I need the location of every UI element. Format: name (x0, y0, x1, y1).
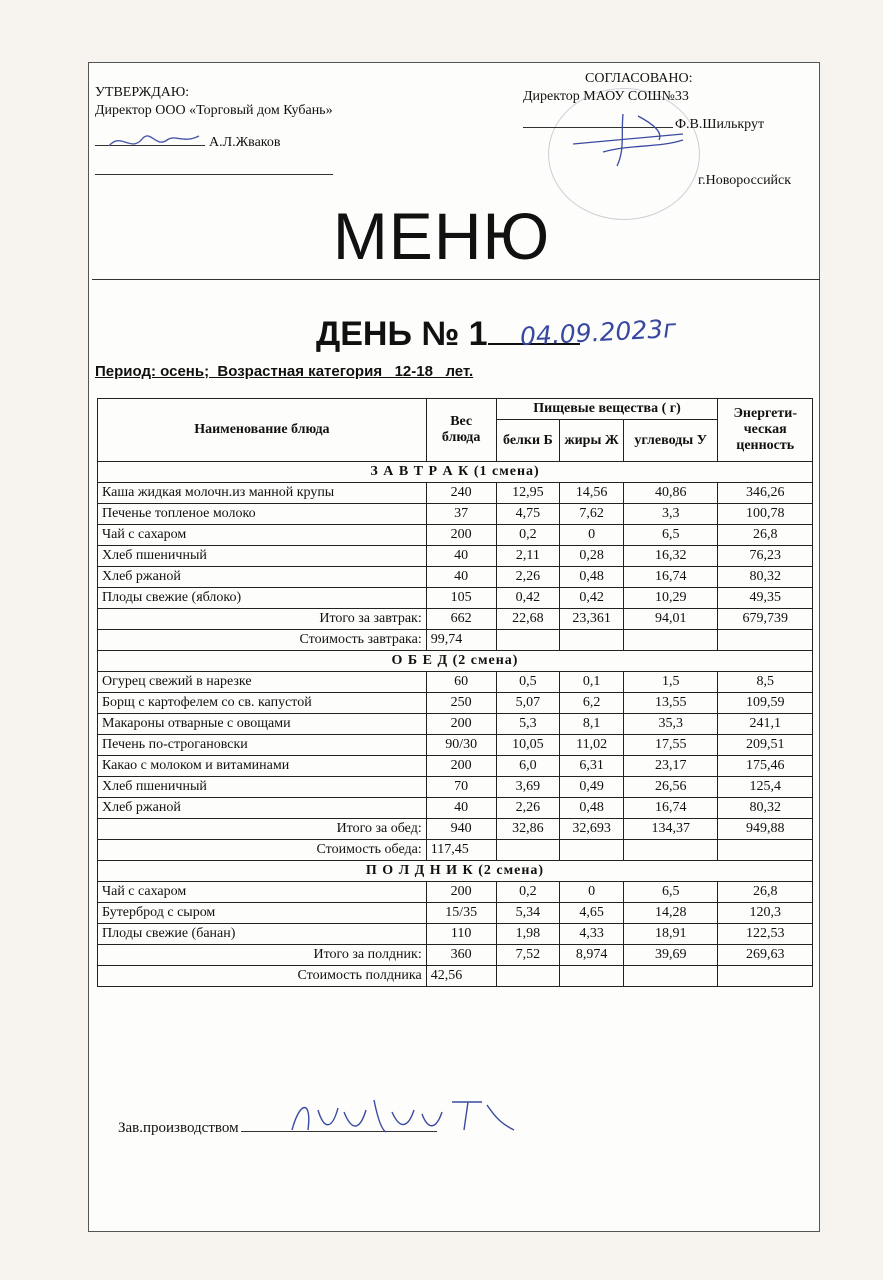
dish-energy: 26,8 (718, 525, 813, 546)
page-title: МЕНЮ (332, 199, 551, 273)
footer-label: Зав.производством (118, 1120, 239, 1136)
day-date: 04.09.2023г (519, 313, 677, 352)
dish-name: Чай с сахаром (98, 525, 427, 546)
signature-left (101, 126, 211, 156)
cost-label: Стоимость полдника (98, 966, 427, 987)
total-row (98, 945, 813, 966)
header-protein: белки Б (496, 420, 560, 462)
dish-fat: 4,65 (560, 903, 624, 924)
dish-carbs: 17,55 (623, 735, 718, 756)
dish-name: Хлеб пшеничный (98, 777, 427, 798)
dish-fat: 4,33 (560, 924, 624, 945)
dish-energy: 76,23 (718, 546, 813, 567)
empty-cell (560, 630, 624, 651)
dish-protein: 10,05 (496, 735, 560, 756)
divider-left (95, 174, 333, 175)
total-protein: 7,52 (496, 945, 560, 966)
total-fat: 8,974 (560, 945, 624, 966)
table-row (98, 504, 813, 525)
dish-protein: 0,5 (496, 672, 560, 693)
approve-title: УТВЕРЖДАЮ: (95, 85, 190, 100)
dish-weight: 37 (426, 504, 496, 525)
table-row (98, 672, 813, 693)
table-row (98, 483, 813, 504)
empty-cell (718, 966, 813, 987)
dish-fat: 0,49 (560, 777, 624, 798)
dish-fat: 6,2 (560, 693, 624, 714)
table-row (98, 567, 813, 588)
empty-cell (718, 840, 813, 861)
empty-cell (496, 630, 560, 651)
dish-energy: 209,51 (718, 735, 813, 756)
total-weight: 940 (426, 819, 496, 840)
dish-fat: 0 (560, 882, 624, 903)
cost-row (98, 630, 813, 651)
dish-name: Каша жидкая молочн.из манной крупы (98, 483, 427, 504)
dish-weight: 15/35 (426, 903, 496, 924)
dish-protein: 12,95 (496, 483, 560, 504)
signature-right (563, 104, 703, 174)
cost-value: 42,56 (426, 966, 496, 987)
dish-protein: 1,98 (496, 924, 560, 945)
dish-carbs: 16,74 (623, 567, 718, 588)
dish-fat: 0 (560, 525, 624, 546)
dish-energy: 49,35 (718, 588, 813, 609)
section-title: П О Л Д Н И К (2 смена) (98, 861, 813, 882)
header-carbs: углеводы У (623, 420, 718, 462)
dish-name: Макароны отварные с овощами (98, 714, 427, 735)
dish-protein: 0,42 (496, 588, 560, 609)
section-header (98, 861, 813, 882)
dish-energy: 100,78 (718, 504, 813, 525)
dish-carbs: 16,32 (623, 546, 718, 567)
dish-carbs: 23,17 (623, 756, 718, 777)
cost-row (98, 966, 813, 987)
dish-energy: 26,8 (718, 882, 813, 903)
dish-name: Какао с молоком и витаминами (98, 756, 427, 777)
dish-weight: 110 (426, 924, 496, 945)
dish-weight: 105 (426, 588, 496, 609)
dish-energy: 122,53 (718, 924, 813, 945)
total-energy: 949,88 (718, 819, 813, 840)
table-row (98, 714, 813, 735)
dish-weight: 40 (426, 567, 496, 588)
dish-carbs: 3,3 (623, 504, 718, 525)
table-row (98, 588, 813, 609)
cost-label: Стоимость обеда: (98, 840, 427, 861)
header-energy: Энергети-ческая ценность (718, 399, 813, 462)
total-label: Итого за полдник: (98, 945, 427, 966)
dish-protein: 0,2 (496, 882, 560, 903)
dish-fat: 0,48 (560, 567, 624, 588)
header-nutrients: Пищевые вещества ( г) (496, 399, 718, 420)
dish-energy: 346,26 (718, 483, 813, 504)
total-carbs: 134,37 (623, 819, 718, 840)
dish-energy: 8,5 (718, 672, 813, 693)
dish-name: Плоды свежие (банан) (98, 924, 427, 945)
agree-position: Директор МАОУ СОШ№33 (523, 89, 689, 104)
dish-protein: 6,0 (496, 756, 560, 777)
empty-cell (560, 966, 624, 987)
title-divider (92, 279, 820, 280)
header-fat: жиры Ж (560, 420, 624, 462)
total-protein: 32,86 (496, 819, 560, 840)
dish-weight: 40 (426, 798, 496, 819)
dish-fat: 0,48 (560, 798, 624, 819)
dish-energy: 125,4 (718, 777, 813, 798)
header-weight: Вес блюда (426, 399, 496, 462)
dish-protein: 5,07 (496, 693, 560, 714)
dish-carbs: 16,74 (623, 798, 718, 819)
dish-protein: 5,3 (496, 714, 560, 735)
total-label: Итого за завтрак: (98, 609, 427, 630)
dish-protein: 2,11 (496, 546, 560, 567)
dish-fat: 6,31 (560, 756, 624, 777)
period-line: Период: осень; Возрастная категория 12-18 лет. (95, 363, 474, 380)
dish-fat: 0,1 (560, 672, 624, 693)
total-label: Итого за обед: (98, 819, 427, 840)
dish-carbs: 6,5 (623, 882, 718, 903)
empty-cell (623, 966, 718, 987)
total-fat: 32,693 (560, 819, 624, 840)
approve-position: Директор ООО «Торговый дом Кубань» (95, 103, 333, 118)
total-carbs: 39,69 (623, 945, 718, 966)
total-weight: 662 (426, 609, 496, 630)
dish-weight: 200 (426, 525, 496, 546)
approval-block-right (523, 70, 792, 188)
section-header (98, 462, 813, 483)
total-carbs: 94,01 (623, 609, 718, 630)
cost-label: Стоимость завтрака: (98, 630, 427, 651)
total-protein: 22,68 (496, 609, 560, 630)
dish-carbs: 6,5 (623, 525, 718, 546)
dish-carbs: 35,3 (623, 714, 718, 735)
header-name: Наименование блюда (98, 399, 427, 462)
dish-name: Огурец свежий в нарезке (98, 672, 427, 693)
dish-protein: 5,34 (496, 903, 560, 924)
dish-energy: 175,46 (718, 756, 813, 777)
agree-name: Ф.В.Шилькрут (675, 117, 765, 132)
dish-carbs: 40,86 (623, 483, 718, 504)
dish-weight: 200 (426, 882, 496, 903)
agree-city: г.Новороссийск (698, 173, 792, 188)
table-row (98, 693, 813, 714)
cost-value: 99,74 (426, 630, 496, 651)
dish-protein: 3,69 (496, 777, 560, 798)
dish-weight: 200 (426, 714, 496, 735)
dish-protein: 0,2 (496, 525, 560, 546)
dish-name: Чай с сахаром (98, 882, 427, 903)
dish-energy: 120,3 (718, 903, 813, 924)
dish-name: Хлеб пшеничный (98, 546, 427, 567)
approve-name: А.Л.Жваков (209, 135, 281, 150)
table-row (98, 525, 813, 546)
dish-name: Борщ с картофелем со св. капустой (98, 693, 427, 714)
dish-carbs: 10,29 (623, 588, 718, 609)
dish-weight: 70 (426, 777, 496, 798)
dish-weight: 200 (426, 756, 496, 777)
section-title: З А В Т Р А К (1 смена) (98, 462, 813, 483)
empty-cell (496, 966, 560, 987)
table-row (98, 798, 813, 819)
dish-protein: 4,75 (496, 504, 560, 525)
cost-value: 117,45 (426, 840, 496, 861)
total-fat: 23,361 (560, 609, 624, 630)
section-title: О Б Е Д (2 смена) (98, 651, 813, 672)
section-header (98, 651, 813, 672)
dish-weight: 90/30 (426, 735, 496, 756)
table-row (98, 777, 813, 798)
table-row (98, 924, 813, 945)
dish-protein: 2,26 (496, 798, 560, 819)
dish-name: Хлеб ржаной (98, 567, 427, 588)
agree-title: СОГЛАСОВАНО: (585, 71, 693, 86)
total-energy: 679,739 (718, 609, 813, 630)
dish-energy: 109,59 (718, 693, 813, 714)
handwritten-signature (282, 1090, 522, 1140)
dish-energy: 80,32 (718, 567, 813, 588)
table-row (98, 756, 813, 777)
day-label: ДЕНЬ № 1 (316, 315, 488, 353)
dish-carbs: 26,56 (623, 777, 718, 798)
dish-fat: 8,1 (560, 714, 624, 735)
table-row (98, 882, 813, 903)
dish-name: Плоды свежие (яблоко) (98, 588, 427, 609)
table-row (98, 903, 813, 924)
dish-name: Бутерброд с сыром (98, 903, 427, 924)
dish-name: Печень по-строгановски (98, 735, 427, 756)
menu-table (97, 398, 813, 987)
dish-fat: 11,02 (560, 735, 624, 756)
empty-cell (718, 630, 813, 651)
menu-table-body (98, 462, 813, 987)
table-row (98, 546, 813, 567)
total-energy: 269,63 (718, 945, 813, 966)
dish-energy: 80,32 (718, 798, 813, 819)
table-row (98, 735, 813, 756)
dish-fat: 7,62 (560, 504, 624, 525)
dish-carbs: 18,91 (623, 924, 718, 945)
dish-fat: 0,42 (560, 588, 624, 609)
approval-block-left (95, 84, 333, 152)
dish-carbs: 13,55 (623, 693, 718, 714)
footer-signature (282, 1090, 522, 1145)
dish-fat: 14,56 (560, 483, 624, 504)
dish-energy: 241,1 (718, 714, 813, 735)
cost-row (98, 840, 813, 861)
dish-name: Печенье топленое молоко (98, 504, 427, 525)
dish-weight: 250 (426, 693, 496, 714)
dish-carbs: 14,28 (623, 903, 718, 924)
total-row (98, 609, 813, 630)
dish-name: Хлеб ржаной (98, 798, 427, 819)
dish-fat: 0,28 (560, 546, 624, 567)
dish-weight: 60 (426, 672, 496, 693)
dish-weight: 240 (426, 483, 496, 504)
dish-carbs: 1,5 (623, 672, 718, 693)
empty-cell (560, 840, 624, 861)
total-weight: 360 (426, 945, 496, 966)
total-row (98, 819, 813, 840)
dish-protein: 2,26 (496, 567, 560, 588)
empty-cell (496, 840, 560, 861)
empty-cell (623, 630, 718, 651)
empty-cell (623, 840, 718, 861)
dish-weight: 40 (426, 546, 496, 567)
